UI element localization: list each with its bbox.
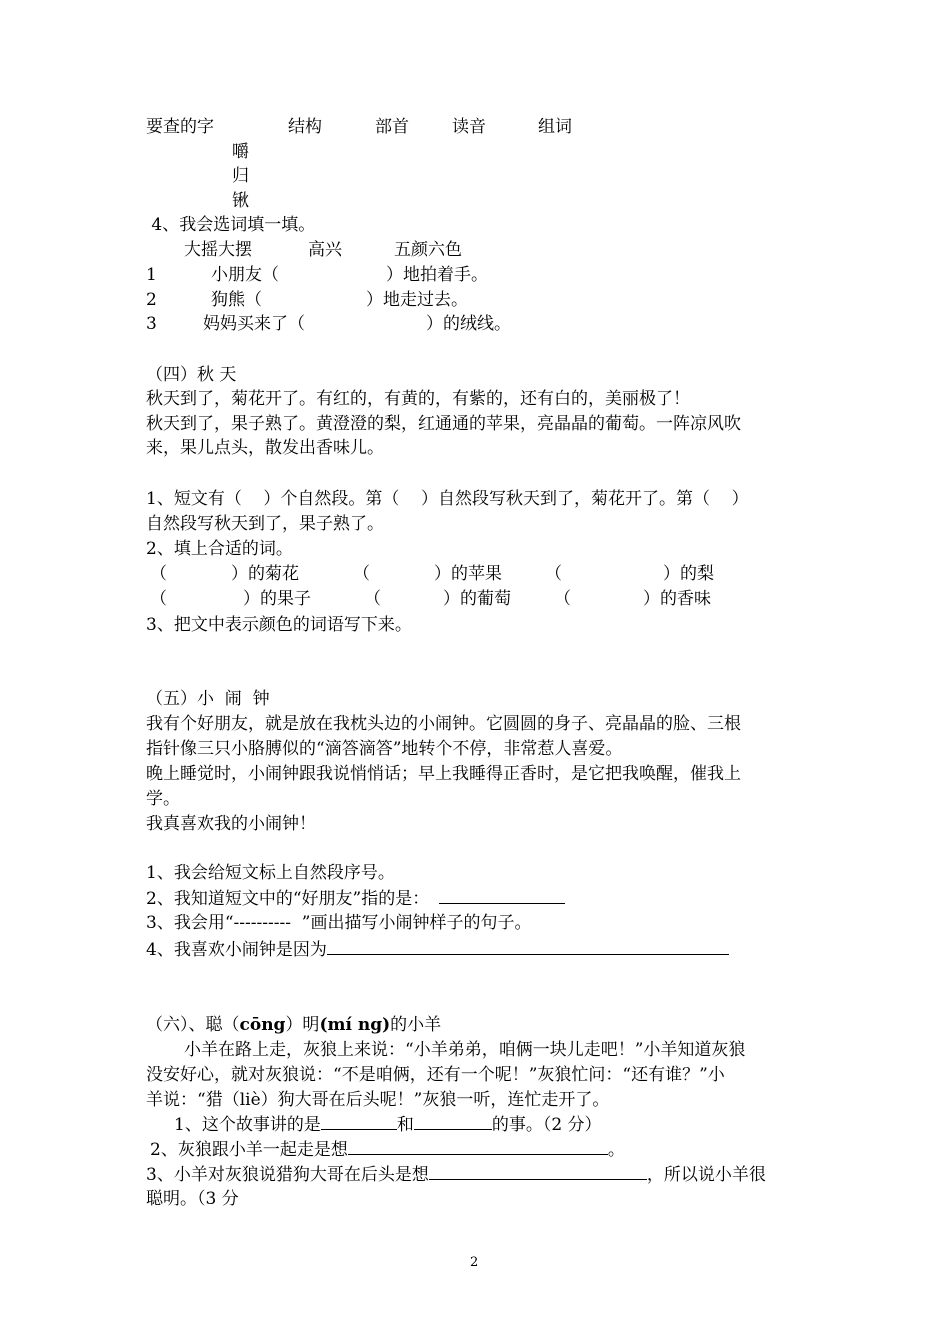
paren-open: （ [554,589,571,609]
fill-item-pre: 小朋友（ [211,265,279,285]
col-structure: 结构 [288,117,322,137]
fill-phrase: ）的梨 [663,564,714,584]
word-option: 高兴 [308,240,342,260]
title-part: 的小羊 [390,1015,442,1035]
page-number: 2 [470,1255,479,1270]
q4-title: 4、我会选词填一填。 [146,215,316,235]
fill-item-post: ）地拍着手。 [386,265,488,285]
question-line [150,1138,625,1161]
col-pronunciation: 读音 [452,117,486,137]
question-text: 3、小羊对灰狼说猎狗大哥在后头是想 [146,1165,429,1185]
question-line: 1、我会给短文标上自然段序号。 [146,863,395,883]
answer-blank[interactable] [327,938,729,955]
question-text: 2、灰狼跟小羊一起走是想 [150,1140,348,1160]
fill-phrase: ）的葡萄 [443,589,511,609]
question-text: 4、我喜欢小闹钟是因为 [146,940,327,960]
section6-title [146,1014,441,1036]
paren-open: （ [353,564,370,584]
passage-line: 我真喜欢我的小闹钟！ [146,814,316,834]
passage-line: 指针像三只小胳膊似的“滴答滴答”地转个不停，非常惹人喜爱。 [146,739,623,759]
passage-line: 学。 [146,789,180,809]
question-line [174,1113,602,1136]
passage-line: 晚上睡觉时，小闹钟跟我说悄悄话；早上我睡得正香时，是它把我唤醒，催我上 [146,764,741,784]
question-line: 1、短文有（ ）个自然段。第（ ）自然段写秋天到了，菊花开了。第（ ） [146,489,749,509]
question-text: 。 [607,1140,625,1160]
char-item: 锹 [232,191,249,211]
passage-line: 小羊在路上走，灰狼上来说：“小羊弟弟，咱俩一块儿走吧！”小羊知道灰狼 [184,1040,746,1060]
question-text: 的事。（2 分） [491,1115,602,1135]
fill-phrase: ）的菊花 [231,564,299,584]
passage-line: 我有个好朋友，就是放在我枕头边的小闹钟。它圆圆的身子、亮晶晶的脸、三根 [146,714,741,734]
word-option: 五颜六色 [394,240,462,260]
col-char: 要查的字 [146,117,214,137]
item-number: 2 [146,290,157,310]
col-radical: 部首 [375,117,409,137]
fill-item-post: ）的绒线。 [426,314,511,334]
question-text: 2、我知道短文中的“好朋友”指的是： [146,889,430,909]
fill-item-pre: 妈妈买来了（ [203,314,305,334]
item-number: 1 [146,265,157,285]
item-number: 3 [146,314,157,334]
section4-title: （四）秋 天 [146,365,237,385]
question-line [146,1163,766,1186]
answer-blank[interactable] [429,1163,647,1180]
question-line: 2、填上合适的词。 [146,539,293,559]
pinyin: (mí ng) [319,1015,391,1035]
question-text: ，所以说小羊很 [646,1165,766,1185]
question-line [146,887,565,910]
answer-blank[interactable] [348,1138,608,1155]
fill-item-post: ）地走过去。 [366,290,468,310]
pinyin: cōng [239,1015,286,1035]
question-line [146,938,729,961]
question-line: 聪明。（3 分 [146,1189,239,1209]
section5-title: （五）小 闹 钟 [146,689,270,709]
question-text: 和 [396,1115,414,1135]
question-line: 3、把文中表示颜色的词语写下来。 [146,615,412,635]
col-words: 组词 [538,117,572,137]
title-part: （六）、聪（ [146,1015,240,1035]
char-item: 嚼 [232,142,249,162]
question-text: 1、这个故事讲的是 [174,1115,321,1135]
passage-line: 秋天到了，果子熟了。黄澄澄的梨，红通通的苹果，亮晶晶的葡萄。一阵凉风吹 [146,414,741,434]
paren-open: （ [545,564,562,584]
fill-phrase: ）的苹果 [434,564,502,584]
paren-open: （ [150,589,167,609]
passage-line: 羊说：“猎（liè）狗大哥在后头呢！”灰狼一听，连忙走开了。 [146,1090,610,1110]
answer-blank[interactable] [439,887,565,904]
char-item: 归 [232,166,249,186]
paren-open: （ [364,589,381,609]
answer-blank[interactable] [414,1113,492,1130]
answer-blank[interactable] [321,1113,397,1130]
word-option: 大摇大摆 [184,240,252,260]
passage-line: 没安好心，就对灰狼说：“不是咱俩，还有一个呢！”灰狼忙问：“还有谁？”小 [146,1065,725,1085]
question-line: 自然段写秋天到了，果子熟了。 [146,514,384,534]
paren-open: （ [150,564,167,584]
question-line: 3、我会用“---------- ”画出描写小闹钟样子的句子。 [146,913,532,933]
fill-item-pre: 狗熊（ [211,290,262,310]
passage-line: 秋天到了，菊花开了。有红的，有黄的，有紫的，还有白的，美丽极了！ [146,389,690,409]
fill-phrase: ）的果子 [243,589,311,609]
passage-line: 来，果儿点头，散发出香味儿。 [146,438,384,458]
fill-phrase: ）的香味 [643,589,711,609]
title-part: ）明 [285,1015,320,1035]
